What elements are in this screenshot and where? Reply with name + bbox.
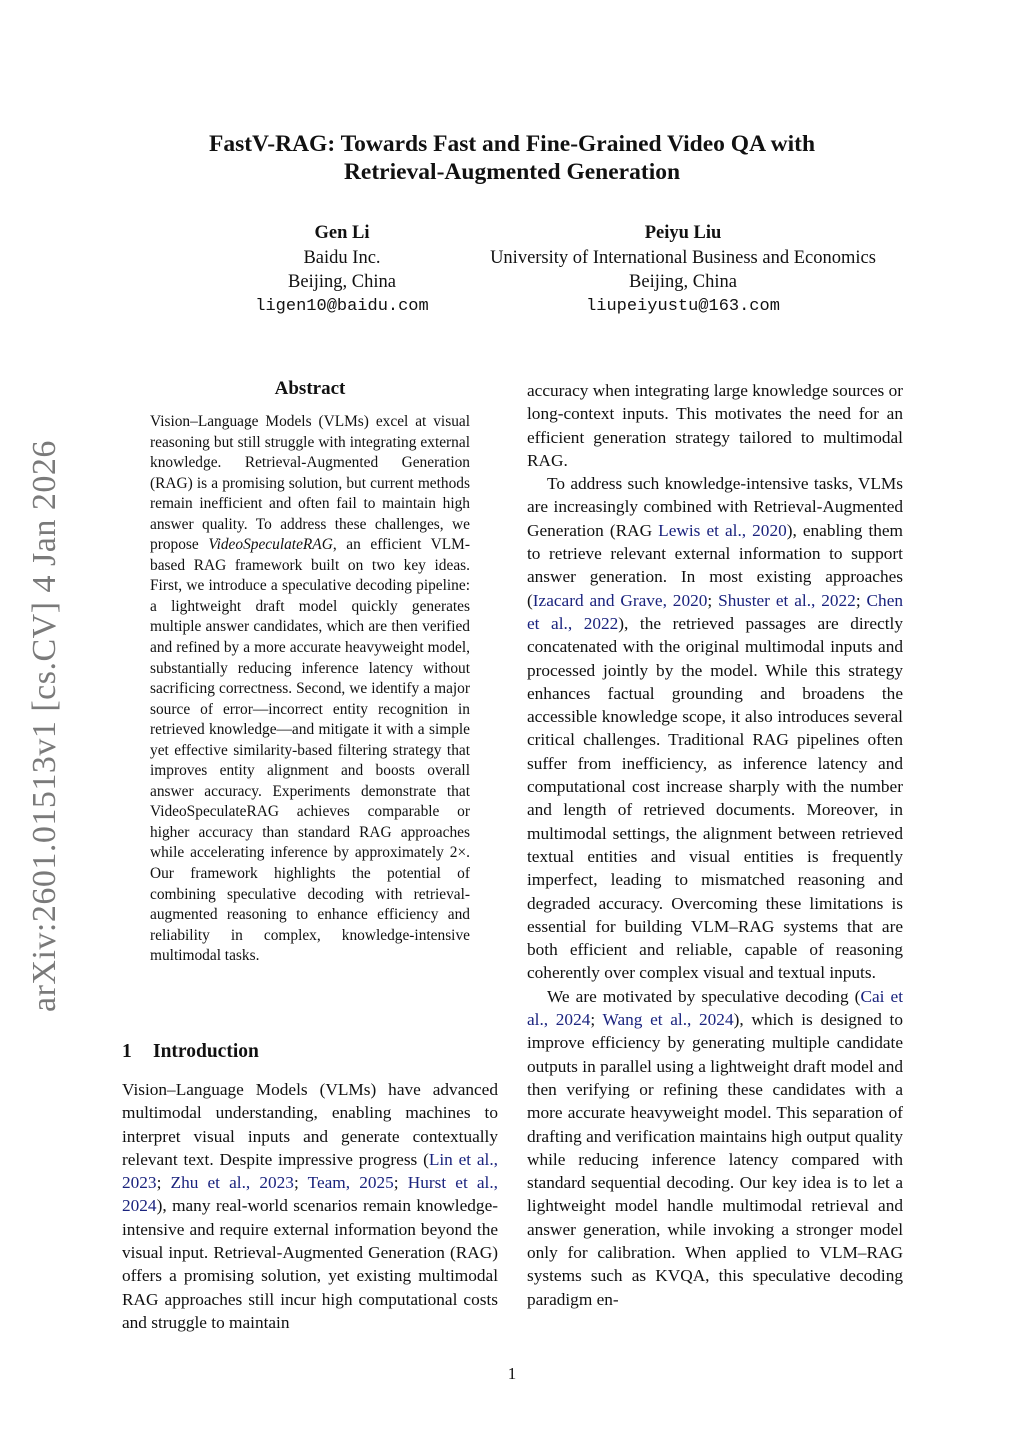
author-affiliation: Baidu Inc. [303,247,381,268]
citation-link[interactable]: Zhu et al., 2023 [170,1173,294,1193]
abstract-text: , an efficient VLM-based RAG framework built on two key ideas. First, we introduce a speculative decoding pipeline: a lightweight draft model quickly generates multiple answer candidates, which are then verified and refined by a more accurate heavyweight model, substantially reducing inference latency without sacrificing correctness. Second, we identify a major source of error—incorrect entity recognition in retrieved knowledge—and mitigate it with a simple yet effective similarity-based filtering strategy that improves entity alignment and boosts overall answer accuracy. Experiments demonstrate that VideoSpeculateRAG achieves comparable or higher accuracy than standard RAG approaches while accelerating inference by approximately 2×. Our framework highlights the potential of combining speculative decoding with retrieval-augmented reasoning to enhance efficiency and reliability in complex, knowledge-intensive multimodal tasks. [150,536,470,965]
citation-link[interactable]: Lin et al., 2023 [122,1149,498,1193]
body-text: To address such knowledge-intensive tasks, VLMs are increasingly combined with Retrieval-Augmented Generation (RAG [527,474,903,540]
paper-title [0,130,1024,186]
body-text: We are motivated by speculative decoding ( [547,986,861,1006]
right-column [527,379,903,1311]
body-text: ; [855,590,867,610]
author-2 [462,221,904,319]
author-name: Peiyu Liu [644,223,722,243]
page-number: 1 [507,1364,517,1383]
body-text: ; [393,1173,408,1193]
body-text: Vision–Language Models (VLMs) have advanced multimodal understanding, enabling machines to interpret visual inputs and generate contextually relevant text. Despite impressive progress ( [122,1080,498,1169]
title-line-2: Retrieval-Augmented Generation [343,159,681,185]
author-location: Beijing, China [288,272,396,292]
body-text: ; [293,1173,308,1193]
section-heading [122,1041,259,1063]
body-text: ), many real-world scenarios remain knowledge-intensive and require external information beyond the visual input. Retrieval-Augmented Generation (RAG) offers a promising solution, yet existing multimodal RAG approaches still incur high computational costs and struggle to maintain [122,1196,498,1332]
citation-link[interactable]: Team, 2025 [307,1173,394,1193]
citation-link[interactable]: Wang et al., 2024 [602,1010,734,1030]
author-1 [222,221,462,319]
body-text: ; [707,590,719,610]
intro-paragraph [122,1078,498,1334]
author-email[interactable]: ligen10@baidu.com [255,296,429,316]
section-title: Introduction [153,1041,259,1062]
citation-link[interactable]: Chen et al., 2022 [527,590,904,633]
paragraph: accuracy when integrating large knowledge sources or long-context inputs. This motivates the need for an efficient generation strategy tailored to multimodal RAG. [527,381,903,470]
author-name: Gen Li [314,223,370,243]
body-text: ), enabling them to retrieve relevant external information to support answer generation. In most existing approaches ( [527,520,904,610]
body-text: ; [156,1173,171,1193]
arxiv-identifier: arXiv:2601.01513v1 [cs.CV] 4 Jan 2026 [26,440,63,1012]
body-text: ; [590,1010,603,1030]
author-email[interactable]: liupeiyustu@163.com [586,296,780,316]
citation-link[interactable]: Shuster et al., 2022 [718,590,856,610]
left-column [122,1078,498,1334]
abstract-heading: Abstract [274,378,346,399]
author-location: Beijing, China [629,272,737,292]
method-name: VideoSpeculateRAG [208,536,333,554]
paragraph [527,472,903,985]
title-line-1: FastV-RAG: Towards Fast and Fine-Grained Video QA with [208,131,816,157]
abstract-body [150,412,470,967]
author-affiliation: University of International Business and Economics [490,247,876,268]
citation-link[interactable]: Hurst et al., 2024 [122,1173,498,1216]
body-text: ), which is designed to improve efficiency by generating multiple candidate outputs in parallel using a lightweight draft model and then verifying or refining these candidates with a more accurate heavyweight model. This separation of drafting and verification maintains high output quality while reducing inference latency compared with standard sequential decoding. Our key idea is to let a lightweight model handle multimodal retrieval and answer generation, while invoking a stronger model only for calibration. When applied to VLM–RAG systems such as KVQA, this speculative decoding paradigm en- [527,1010,903,1309]
citation-link[interactable]: Cai et al., 2024 [527,986,903,1030]
citation-link[interactable]: Izacard and Grave, 2020 [532,590,708,610]
body-text: ), the retrieved passages are directly concatenated with the original multimodal inputs and processed jointly by the model. While this strategy enhances factual grounding and broadens the accessible knowledge scope, it also introduces several critical challenges. Traditional RAG pipelines often suffer from inefficiency, as inference latency and computational cost increase sharply with the number and length of retrieved documents. Moreover, in multimodal settings, the alignment between retrieved textual entities and visual entities is frequently imperfect, leading to mismatched reasoning and degraded accuracy. Overcoming these limitations is essential for building VLM–RAG systems that are both efficient and reliable, capable of reasoning coherently over complex visual and textual inputs. [527,613,903,983]
section-number: 1 [122,1041,132,1062]
paragraph [527,985,903,1311]
abstract-text: Vision–Language Models (VLMs) excel at visual reasoning but still struggle with integrating external knowledge. Retrieval-Augmented Generation (RAG) is a promising solution, but current methods remain inefficient and often fail to maintain high answer quality. To address these challenges, we propose [150,413,470,554]
citation-link[interactable]: Lewis et al., 2020 [658,520,787,540]
